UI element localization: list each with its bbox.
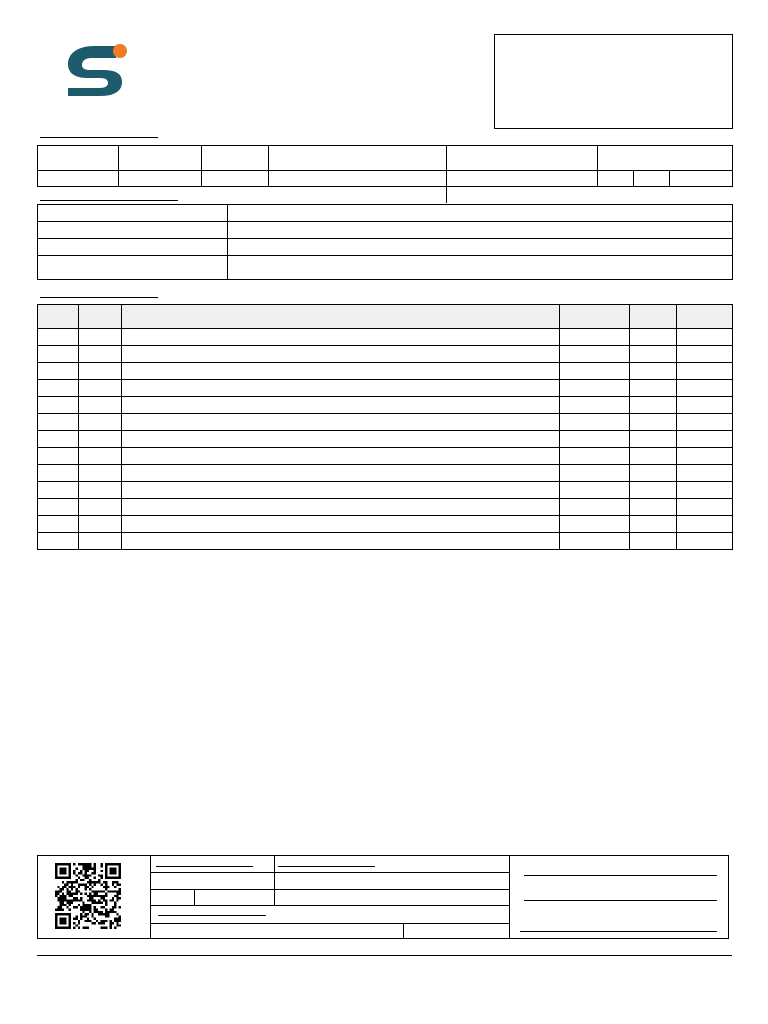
qr-code-icon xyxy=(53,863,123,929)
items-table-row xyxy=(38,482,733,499)
items-table-row xyxy=(38,499,733,516)
items-table xyxy=(37,304,733,550)
items-table-cell xyxy=(38,465,79,482)
items-table-cell xyxy=(677,482,733,499)
items-table-cell xyxy=(630,363,677,380)
items-table-cell xyxy=(122,397,560,414)
company-logo xyxy=(60,38,140,100)
section-1-header-cell xyxy=(598,146,733,171)
items-table-cell xyxy=(79,431,122,448)
items-table-cell xyxy=(79,414,122,431)
items-header-row xyxy=(38,305,733,329)
items-table-cell xyxy=(560,516,630,533)
items-table-cell xyxy=(38,516,79,533)
items-table-cell xyxy=(560,448,630,465)
items-table-cell xyxy=(630,397,677,414)
items-table-cell xyxy=(560,329,630,346)
items-table-row xyxy=(38,448,733,465)
signature-line xyxy=(524,900,717,901)
section-2-row xyxy=(38,239,733,256)
items-table-cell xyxy=(630,380,677,397)
section-1-header-cell xyxy=(269,146,447,171)
items-table-cell xyxy=(38,482,79,499)
items-table-cell xyxy=(122,380,560,397)
section-2-label xyxy=(38,222,228,239)
items-table-row xyxy=(38,329,733,346)
items-table-cell xyxy=(79,397,122,414)
items-table-cell xyxy=(79,465,122,482)
items-table-cell xyxy=(79,499,122,516)
items-table-cell xyxy=(122,516,560,533)
footer-divider xyxy=(274,855,275,905)
section-1-value-cell xyxy=(269,171,447,187)
page-bottom-rule xyxy=(37,955,732,956)
section-2-value xyxy=(228,239,733,256)
items-table-cell xyxy=(560,431,630,448)
items-table-cell xyxy=(560,397,630,414)
section-2-value xyxy=(228,222,733,239)
items-table-cell xyxy=(38,431,79,448)
items-table-cell xyxy=(630,499,677,516)
items-table-cell xyxy=(38,346,79,363)
items-table-cell xyxy=(122,448,560,465)
items-table-cell xyxy=(677,346,733,363)
footer-divider xyxy=(150,923,509,924)
footer-title-rule xyxy=(278,866,375,867)
items-table-cell xyxy=(122,431,560,448)
items-table-cell xyxy=(38,363,79,380)
footer-block xyxy=(37,855,729,939)
items-table-cell xyxy=(38,448,79,465)
items-table-cell xyxy=(560,414,630,431)
items-table-row xyxy=(38,465,733,482)
items-table-cell xyxy=(630,465,677,482)
section-2-label xyxy=(38,239,228,256)
section-1-header-row xyxy=(38,146,733,171)
section-2-label xyxy=(38,256,228,280)
section-2-row xyxy=(38,222,733,239)
items-column-header xyxy=(122,305,560,329)
items-table-cell xyxy=(677,499,733,516)
section-1-value-row xyxy=(38,171,733,187)
items-table-cell xyxy=(79,482,122,499)
footer-title-rule xyxy=(158,915,266,916)
items-table-cell xyxy=(122,499,560,516)
section-1-header-cell xyxy=(38,146,119,171)
items-table-cell xyxy=(677,465,733,482)
items-table-row xyxy=(38,363,733,380)
items-table-cell xyxy=(79,516,122,533)
items-table-row xyxy=(38,533,733,550)
section-2-title-rule xyxy=(40,200,178,201)
section-2-row xyxy=(38,256,733,280)
items-table-cell xyxy=(630,516,677,533)
items-table-row xyxy=(38,346,733,363)
footer-divider xyxy=(150,905,509,906)
items-table-cell xyxy=(677,448,733,465)
section-1-table xyxy=(37,145,733,187)
items-table-cell xyxy=(38,380,79,397)
items-table-cell xyxy=(630,414,677,431)
items-column-header xyxy=(630,305,677,329)
items-table-row xyxy=(38,414,733,431)
items-column-header xyxy=(79,305,122,329)
section-1-value-cell xyxy=(670,171,733,187)
section-1-header-cell xyxy=(202,146,269,171)
footer-divider xyxy=(509,855,510,939)
items-table-cell xyxy=(560,380,630,397)
items-table-cell xyxy=(122,346,560,363)
section-2-table xyxy=(37,204,733,280)
items-table-cell xyxy=(122,482,560,499)
section-1-header-cell xyxy=(119,146,202,171)
items-table-cell xyxy=(79,380,122,397)
section-1-value-cell xyxy=(202,171,269,187)
items-table-cell xyxy=(630,431,677,448)
items-table-cell xyxy=(677,380,733,397)
items-table-cell xyxy=(38,533,79,550)
items-table-cell xyxy=(38,414,79,431)
items-table-cell xyxy=(677,533,733,550)
items-table-row xyxy=(38,380,733,397)
items-table-cell xyxy=(79,346,122,363)
items-table-cell xyxy=(122,363,560,380)
section-2-label xyxy=(38,205,228,222)
footer-divider xyxy=(150,872,509,873)
items-table-cell xyxy=(560,499,630,516)
section-1-value-cell xyxy=(634,171,670,187)
items-table-cell xyxy=(630,533,677,550)
items-table-row xyxy=(38,431,733,448)
section-1-value-cell xyxy=(447,171,598,187)
items-column-header xyxy=(38,305,79,329)
items-table-cell xyxy=(122,533,560,550)
section-2-value xyxy=(228,256,733,280)
section-1-divider xyxy=(446,186,447,203)
items-table-cell xyxy=(38,329,79,346)
items-table-row xyxy=(38,516,733,533)
items-column-header xyxy=(560,305,630,329)
items-table-cell xyxy=(38,397,79,414)
items-table-cell xyxy=(560,363,630,380)
items-table-cell xyxy=(560,346,630,363)
footer-divider xyxy=(150,889,509,890)
section-1-title-rule xyxy=(40,137,158,138)
logo-accent-dot xyxy=(113,44,127,58)
items-table-cell xyxy=(79,363,122,380)
items-table-cell xyxy=(677,431,733,448)
items-table-cell xyxy=(38,499,79,516)
items-table-cell xyxy=(560,533,630,550)
footer-divider xyxy=(194,889,195,905)
signature-line xyxy=(524,875,717,876)
items-table-cell xyxy=(677,329,733,346)
section-2-row xyxy=(38,205,733,222)
items-table-cell xyxy=(560,465,630,482)
items-table-cell xyxy=(79,448,122,465)
items-table-cell xyxy=(122,329,560,346)
footer-divider xyxy=(403,923,404,939)
items-table-cell xyxy=(677,414,733,431)
items-table-cell xyxy=(677,363,733,380)
reference-box xyxy=(494,34,733,129)
section-2-value xyxy=(228,205,733,222)
items-table-cell xyxy=(630,448,677,465)
items-table-cell xyxy=(122,465,560,482)
items-table-cell xyxy=(79,533,122,550)
items-table-cell xyxy=(630,482,677,499)
section-3-title-rule xyxy=(40,297,158,298)
signature-line xyxy=(520,931,717,932)
section-1-value-cell xyxy=(119,171,202,187)
section-1-value-cell xyxy=(598,171,634,187)
items-column-header xyxy=(677,305,733,329)
footer-divider xyxy=(150,855,151,939)
section-1-header-cell xyxy=(447,146,598,171)
items-table-cell xyxy=(122,414,560,431)
items-table-cell xyxy=(560,482,630,499)
items-table-cell xyxy=(79,329,122,346)
items-table-row xyxy=(38,397,733,414)
items-table-cell xyxy=(677,516,733,533)
items-table-cell xyxy=(630,329,677,346)
section-1-value-cell xyxy=(38,171,119,187)
items-table-cell xyxy=(630,346,677,363)
footer-title-rule xyxy=(156,866,253,867)
items-table-cell xyxy=(677,397,733,414)
